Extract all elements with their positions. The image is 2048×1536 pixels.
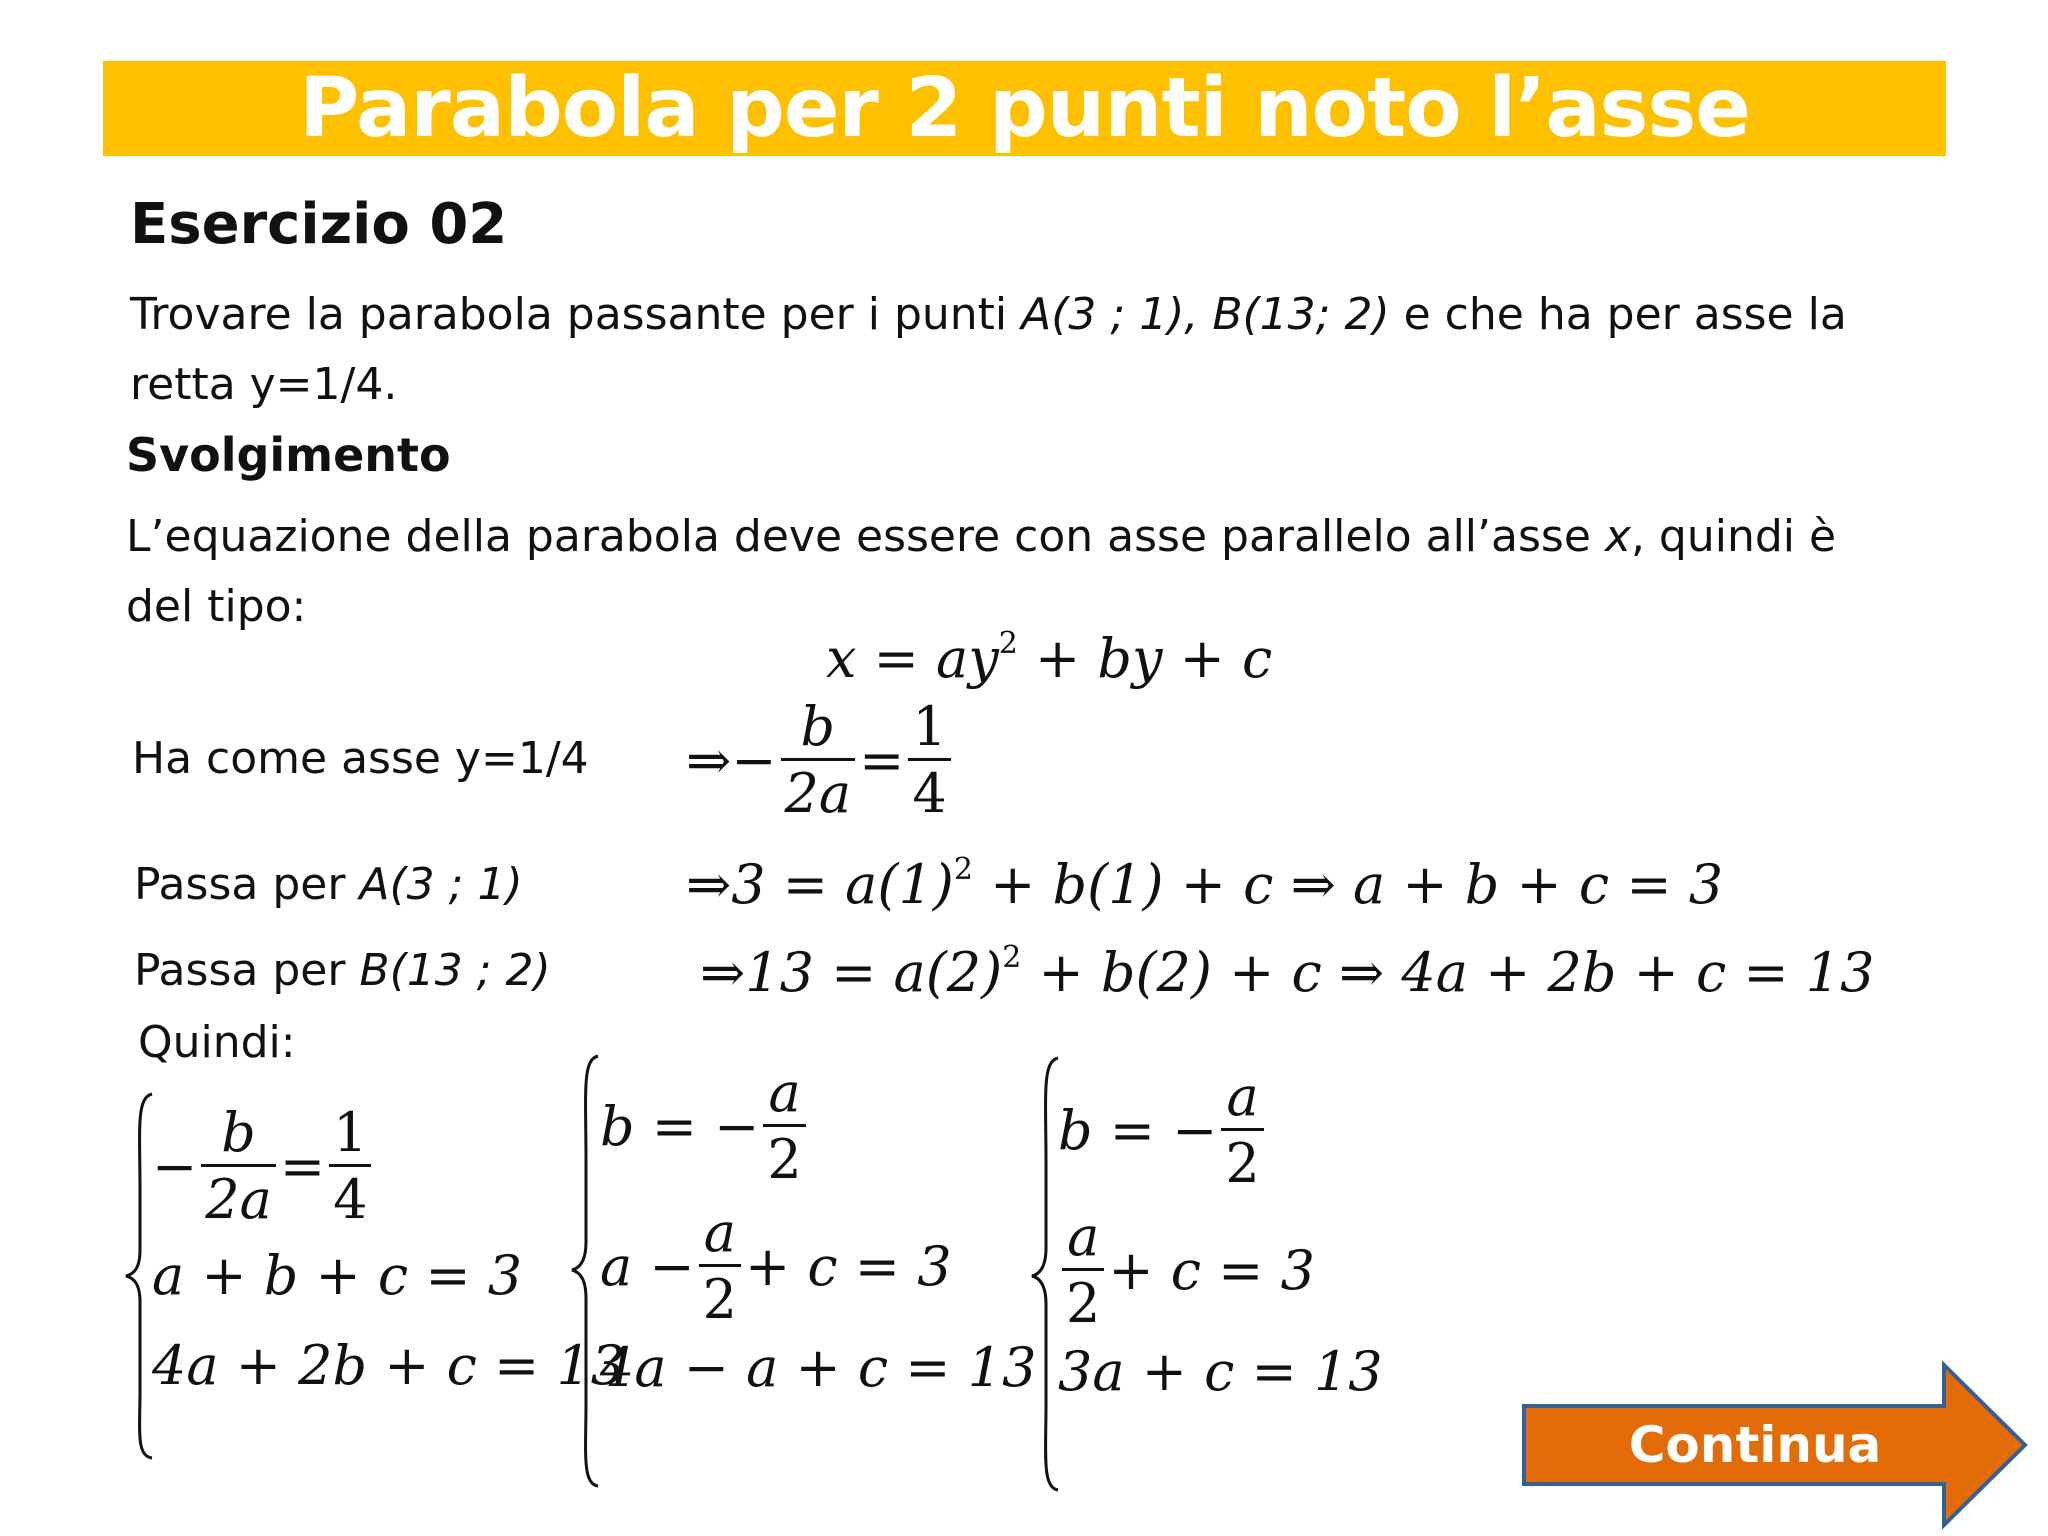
system-2-row-1	[600, 1061, 810, 1191]
equation-text: b = −	[1058, 1099, 1218, 1162]
condition-a-label	[134, 850, 523, 920]
condition-axis-formula	[686, 695, 955, 825]
page-title: Parabola per 2 punti noto l’asse	[299, 61, 1750, 156]
therefore-label: Quindi:	[138, 1017, 296, 1068]
problem-text-after: e che ha per asse la	[1389, 289, 1847, 340]
system-1-row-1	[152, 1101, 375, 1231]
formula-part: ⇒13 = a(2)	[700, 941, 1003, 1004]
equation-lhs: x = ay	[826, 627, 999, 690]
fraction-denominator: 2	[699, 1264, 741, 1327]
equation-text: + c = 3	[1108, 1239, 1315, 1302]
system-3-row-3	[1058, 1340, 1383, 1403]
intro-line-2: del tipo:	[126, 581, 307, 632]
fraction	[201, 1101, 276, 1231]
condition-label-text: Passa per	[134, 859, 360, 910]
equals-sign: =	[279, 1135, 326, 1198]
fraction	[1062, 1205, 1104, 1335]
fraction	[699, 1201, 741, 1331]
fraction-numerator: b	[800, 695, 836, 758]
equation-text: b = −	[600, 1095, 760, 1158]
formula-exponent: 2	[953, 852, 973, 887]
fraction-numerator: 1	[333, 1101, 368, 1164]
fraction	[763, 1061, 805, 1191]
system-3-row-1	[1058, 1065, 1268, 1195]
equation-text: 4a − a + c = 13	[600, 1336, 1037, 1399]
fraction-numerator: 1	[912, 695, 947, 758]
equation-text: + c = 3	[744, 1235, 952, 1298]
intro-text: L’equazione della parabola deve essere con asse parallelo all’asse	[126, 511, 1605, 562]
intro-line-1	[126, 502, 1836, 572]
implies-arrow: ⇒	[686, 729, 732, 792]
formula-exponent: 2	[1002, 940, 1022, 975]
formula-part: + b(2) + c ⇒ 4a + 2b + c = 13	[1021, 941, 1875, 1004]
equation-exponent: 2	[998, 626, 1018, 661]
fraction-denominator: 4	[908, 758, 950, 821]
fraction-denominator: 2	[1221, 1128, 1263, 1191]
problem-text: Trovare la parabola passante per i punti	[130, 289, 1022, 340]
equation-text: 4a + 2b + c = 13	[152, 1334, 626, 1397]
problem-points: A(3 ; 1), B(13; 2)	[1021, 289, 1390, 340]
title-bar	[103, 61, 1946, 156]
equals-sign: =	[859, 729, 905, 792]
condition-label-text: Passa per	[134, 945, 360, 996]
fraction-denominator: 2	[763, 1124, 805, 1187]
formula-part: ⇒3 = a(1)	[686, 853, 954, 916]
fraction-denominator: 2a	[201, 1164, 276, 1227]
exercise-heading: Esercizio 02	[130, 192, 508, 257]
condition-axis-label: Ha come asse y=1/4	[132, 733, 589, 784]
system-1-row-2	[152, 1244, 522, 1307]
fraction	[781, 695, 856, 825]
fraction-numerator: a	[768, 1061, 801, 1124]
intro-text-after: , quindi è	[1630, 511, 1837, 562]
fraction-numerator: a	[1067, 1205, 1100, 1268]
equation-text: a + b + c = 3	[152, 1244, 523, 1307]
minus-sign: −	[152, 1135, 198, 1198]
system-3-row-2	[1058, 1205, 1315, 1335]
condition-a-formula	[686, 852, 1723, 916]
system-2-row-2	[600, 1201, 952, 1331]
system-2-row-3	[600, 1336, 1036, 1399]
fraction	[1221, 1065, 1263, 1195]
equation-rhs: + by + c	[1017, 627, 1273, 690]
continue-button[interactable]	[1520, 1360, 2030, 1530]
fraction-denominator: 2a	[781, 758, 856, 821]
condition-point: A(3 ; 1)	[359, 859, 523, 910]
minus-sign: −	[731, 729, 777, 792]
equation-text: a −	[600, 1235, 695, 1298]
system-1-row-3	[152, 1334, 625, 1397]
fraction-denominator: 2	[1062, 1268, 1104, 1331]
fraction	[908, 695, 950, 825]
solution-heading: Svolgimento	[126, 428, 451, 482]
fraction	[329, 1101, 371, 1231]
problem-line-1	[130, 280, 1847, 350]
condition-b-label	[134, 936, 551, 1006]
condition-b-formula	[700, 940, 1875, 1004]
general-equation	[826, 626, 1272, 690]
continue-button-label: Continua	[1628, 1415, 1882, 1474]
fraction-numerator: a	[703, 1201, 736, 1264]
formula-part: + b(1) + c ⇒ a + b + c = 3	[972, 853, 1724, 916]
fraction-numerator: b	[221, 1101, 256, 1164]
intro-var: x	[1604, 511, 1631, 562]
condition-point: B(13 ; 2)	[359, 945, 551, 996]
equation-text: 3a + c = 13	[1058, 1340, 1383, 1403]
problem-line-2: retta y=1/4.	[130, 359, 398, 410]
fraction-denominator: 4	[329, 1164, 371, 1227]
fraction-numerator: a	[1226, 1065, 1259, 1128]
